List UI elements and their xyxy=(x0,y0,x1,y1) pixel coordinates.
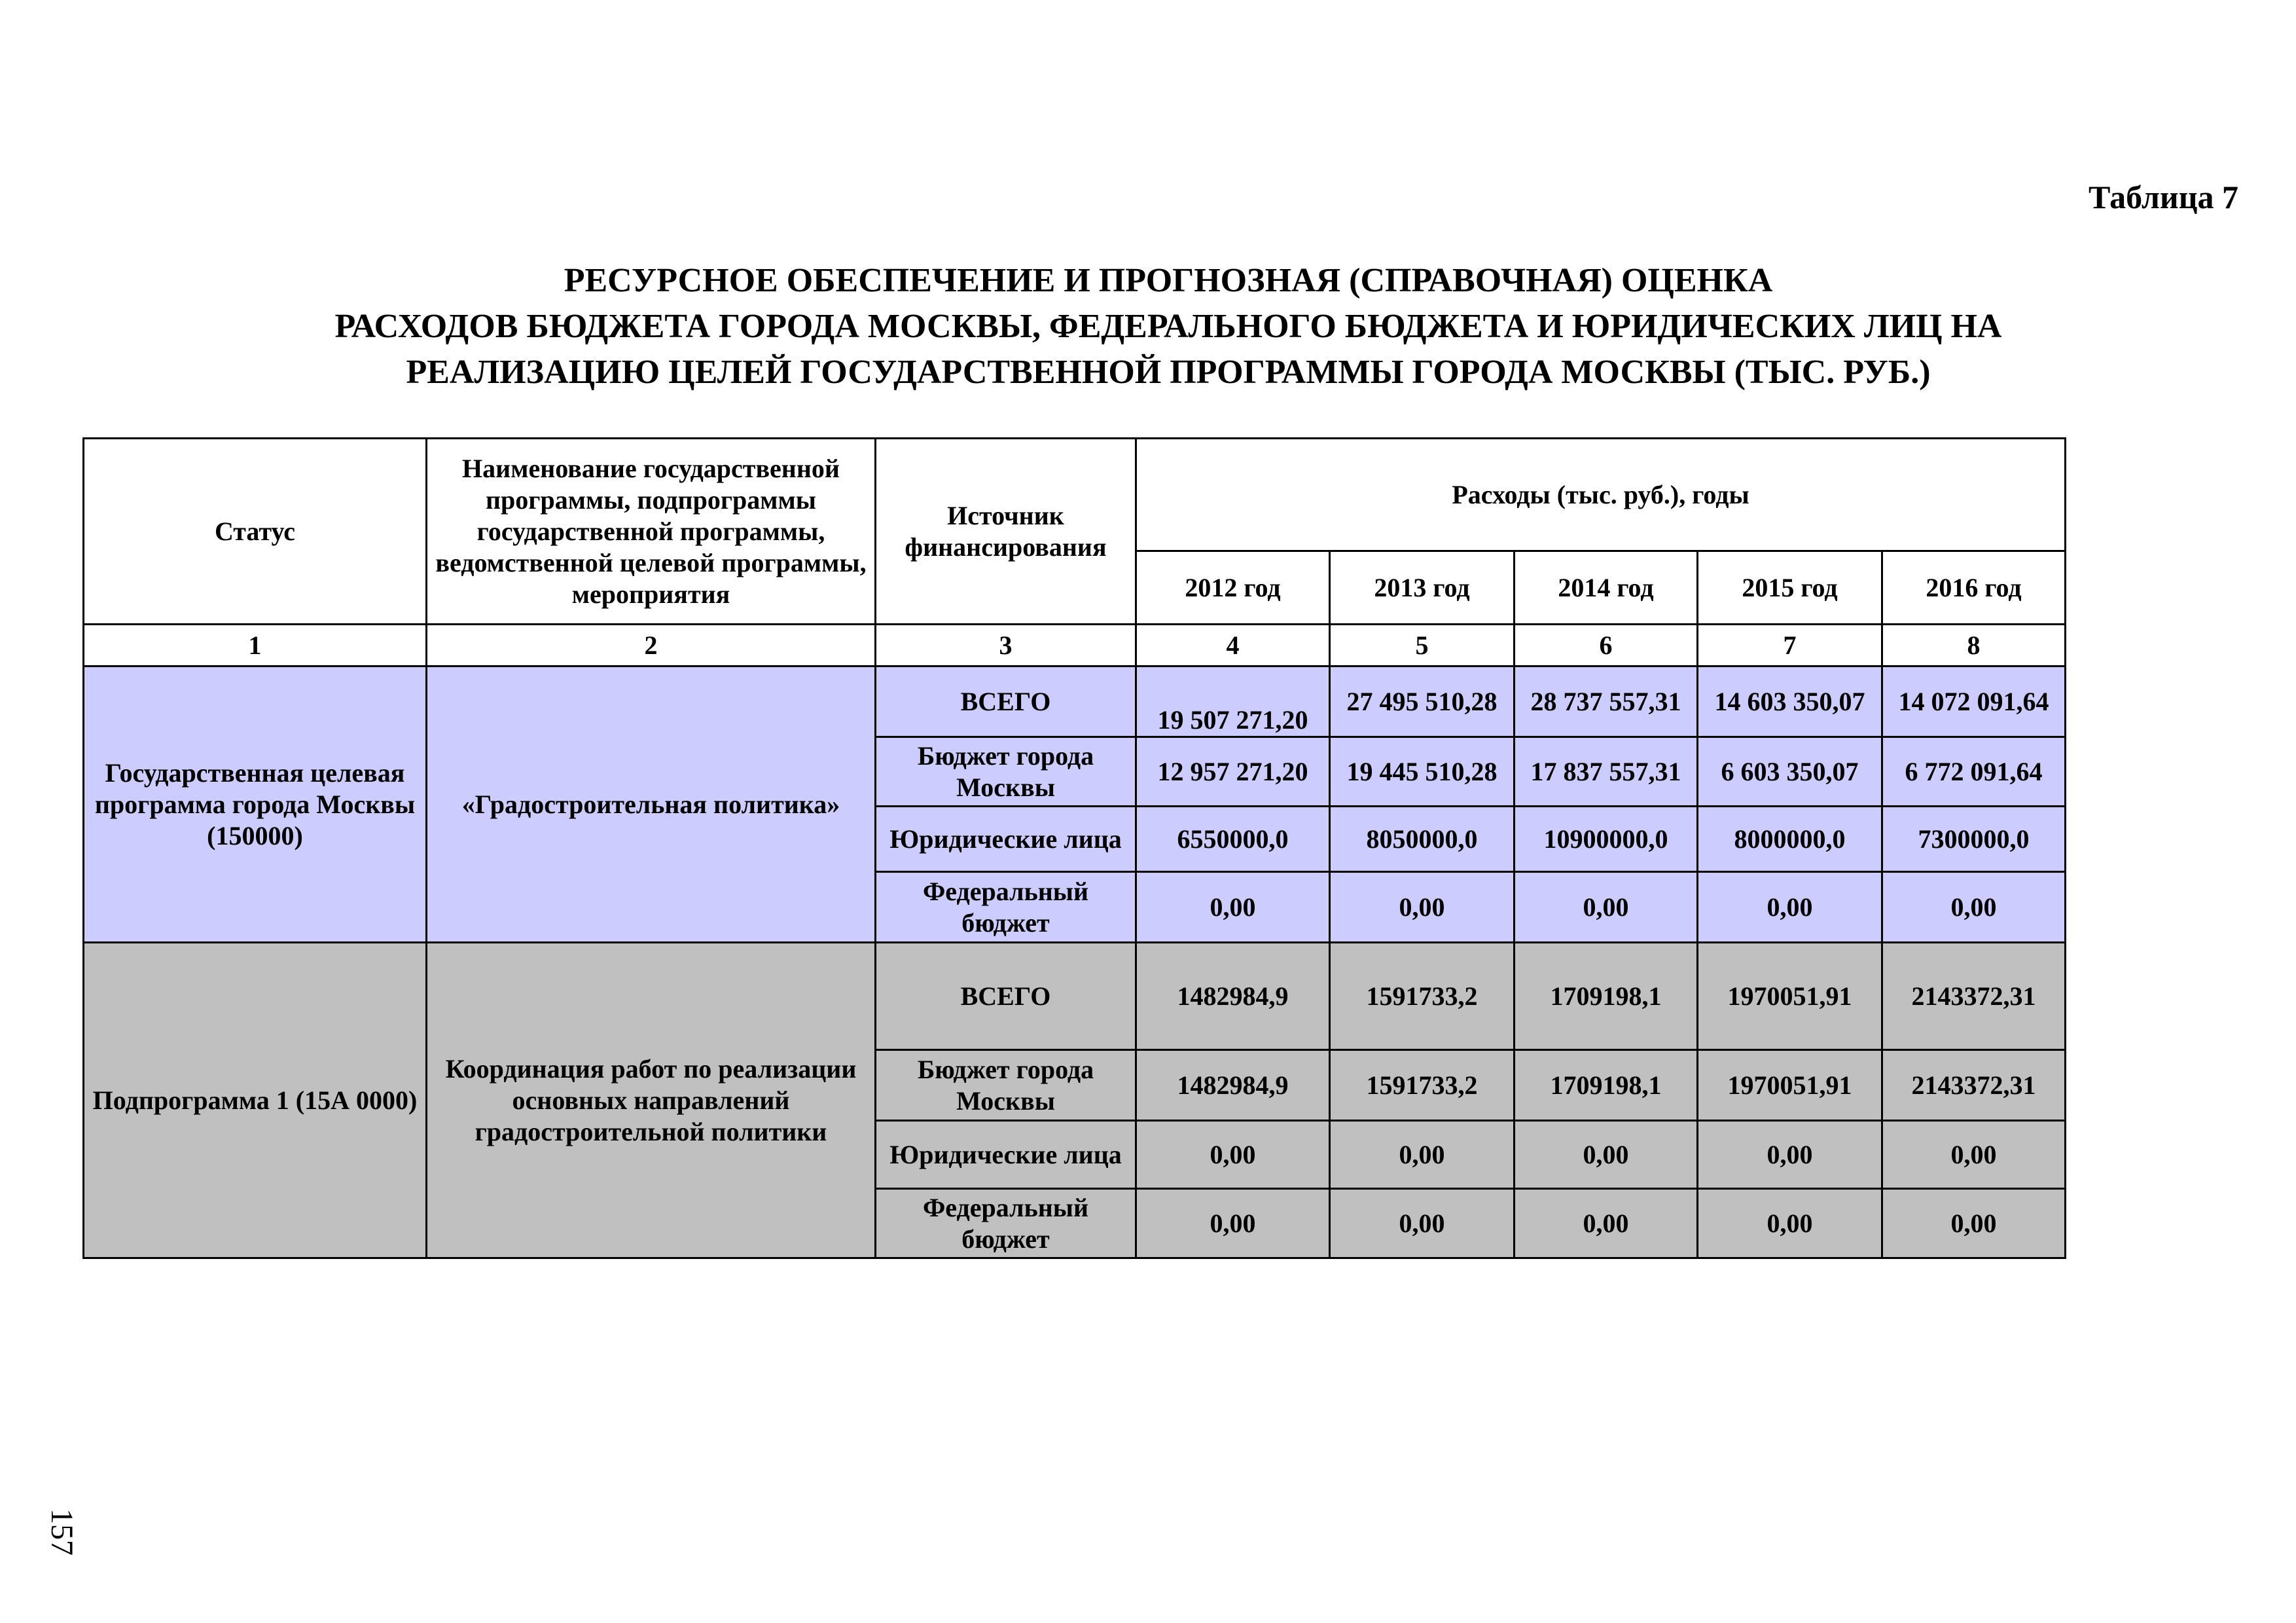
funding-source: ВСЕГО xyxy=(876,943,1136,1050)
amount-cell: 0,00 xyxy=(1698,1121,1882,1189)
amount-cell: 8000000,0 xyxy=(1698,807,1882,872)
header-year: 2013 год xyxy=(1330,551,1515,625)
page-number: 157 xyxy=(45,1508,79,1556)
amount-cell: 0,00 xyxy=(1882,1121,2066,1189)
amount-cell: 1709198,1 xyxy=(1515,1050,1698,1121)
funding-source: Юридические лица xyxy=(876,1121,1136,1189)
amount-cell: 2143372,31 xyxy=(1882,943,2066,1050)
header-year: 2015 год xyxy=(1698,551,1882,625)
funding-source: Федеральный бюджет xyxy=(876,872,1136,943)
title-line-3: РЕАЛИЗАЦИЮ ЦЕЛЕЙ ГОСУДАРСТВЕННОЙ ПРОГРАММЫ ГОРОДА МОСКВЫ (ТЫС. РУБ.) xyxy=(406,354,1931,391)
amount-cell: 0,00 xyxy=(1136,872,1330,943)
budget-table xyxy=(82,437,2066,1259)
header-year: 2014 год xyxy=(1515,551,1698,625)
amount-cell: 0,00 xyxy=(1515,872,1698,943)
amount-cell: 1970051,91 xyxy=(1698,1050,1882,1121)
amount-cell: 0,00 xyxy=(1330,1189,1515,1258)
table-row xyxy=(84,943,2066,1050)
funding-source: ВСЕГО xyxy=(876,666,1136,737)
amount-cell: 12 957 271,20 xyxy=(1136,737,1330,807)
amount-cell: 0,00 xyxy=(1882,872,2066,943)
amount-cell: 10900000,0 xyxy=(1515,807,1698,872)
subprogram-name: Координация работ по реализации основных направлений градостроительной политики xyxy=(427,943,876,1258)
amount-cell: 0,00 xyxy=(1330,872,1515,943)
amount-cell: 2143372,31 xyxy=(1882,1050,2066,1121)
header-status: Статус xyxy=(84,439,427,625)
funding-source: Юридические лица xyxy=(876,807,1136,872)
amount-cell: 14 072 091,64 xyxy=(1882,666,2066,737)
amount-cell: 0,00 xyxy=(1882,1189,2066,1258)
amount-cell: 14 603 350,07 xyxy=(1698,666,1882,737)
amount-cell: 6 603 350,07 xyxy=(1698,737,1882,807)
amount-cell: 7300000,0 xyxy=(1882,807,2066,872)
amount-cell: 19 445 510,28 xyxy=(1330,737,1515,807)
amount-cell: 19 507 271,20 xyxy=(1136,666,1330,737)
amount-cell: 1591733,2 xyxy=(1330,1050,1515,1121)
amount-cell: 0,00 xyxy=(1136,1189,1330,1258)
column-number: 7 xyxy=(1698,625,1882,666)
funding-source: Бюджет города Москвы xyxy=(876,1050,1136,1121)
header-expenses: Расходы (тыс. руб.), годы xyxy=(1136,439,2066,551)
column-number: 2 xyxy=(427,625,876,666)
column-number: 8 xyxy=(1882,625,2066,666)
amount-cell: 0,00 xyxy=(1515,1121,1698,1189)
header-source: Источник финансирования xyxy=(876,439,1136,625)
subprogram-status: Подпрограмма 1 (15А 0000) xyxy=(84,943,427,1258)
amount-cell: 0,00 xyxy=(1136,1121,1330,1189)
amount-cell: 0,00 xyxy=(1698,872,1882,943)
amount-cell: 1482984,9 xyxy=(1136,1050,1330,1121)
amount-cell: 17 837 557,31 xyxy=(1515,737,1698,807)
amount-cell: 6 772 091,64 xyxy=(1882,737,2066,807)
table-row xyxy=(84,666,2066,737)
amount-cell: 8050000,0 xyxy=(1330,807,1515,872)
title-line-2: РАСХОДОВ БЮДЖЕТА ГОРОДА МОСКВЫ, ФЕДЕРАЛЬНОГО БЮДЖЕТА И ЮРИДИЧЕСКИХ ЛИЦ НА xyxy=(334,308,2002,345)
amount-cell: 0,00 xyxy=(1330,1121,1515,1189)
title-line-1: РЕСУРСНОЕ ОБЕСПЕЧЕНИЕ И ПРОГНОЗНАЯ (СПРАВОЧНАЯ) ОЦЕНКА xyxy=(564,262,1773,299)
document-title xyxy=(98,258,2238,395)
header-year: 2016 год xyxy=(1882,551,2066,625)
amount-cell: 0,00 xyxy=(1698,1189,1882,1258)
amount-cell: 1709198,1 xyxy=(1515,943,1698,1050)
funding-source: Федеральный бюджет xyxy=(876,1189,1136,1258)
column-number: 1 xyxy=(84,625,427,666)
amount-cell: 0,00 xyxy=(1515,1189,1698,1258)
amount-cell: 1970051,91 xyxy=(1698,943,1882,1050)
column-number: 4 xyxy=(1136,625,1330,666)
amount-cell: 27 495 510,28 xyxy=(1330,666,1515,737)
funding-source: Бюджет города Москвы xyxy=(876,737,1136,807)
table-label: Таблица 7 xyxy=(2088,179,2238,215)
program-name: «Градостроительная политика» xyxy=(427,666,876,943)
amount-cell: 28 737 557,31 xyxy=(1515,666,1698,737)
amount-cell: 6550000,0 xyxy=(1136,807,1330,872)
program-status: Государственная целевая программа города Москвы (150000) xyxy=(84,666,427,943)
amount-cell: 1591733,2 xyxy=(1330,943,1515,1050)
header-name: Наименование государственной программы, подпрограммы государственной программы, ведомственной целевой программы, мероприятия xyxy=(427,439,876,625)
amount-cell: 1482984,9 xyxy=(1136,943,1330,1050)
column-number: 6 xyxy=(1515,625,1698,666)
column-number: 5 xyxy=(1330,625,1515,666)
header-year: 2012 год xyxy=(1136,551,1330,625)
column-number: 3 xyxy=(876,625,1136,666)
column-number-row xyxy=(84,625,2066,666)
header-row-1 xyxy=(84,439,2066,551)
